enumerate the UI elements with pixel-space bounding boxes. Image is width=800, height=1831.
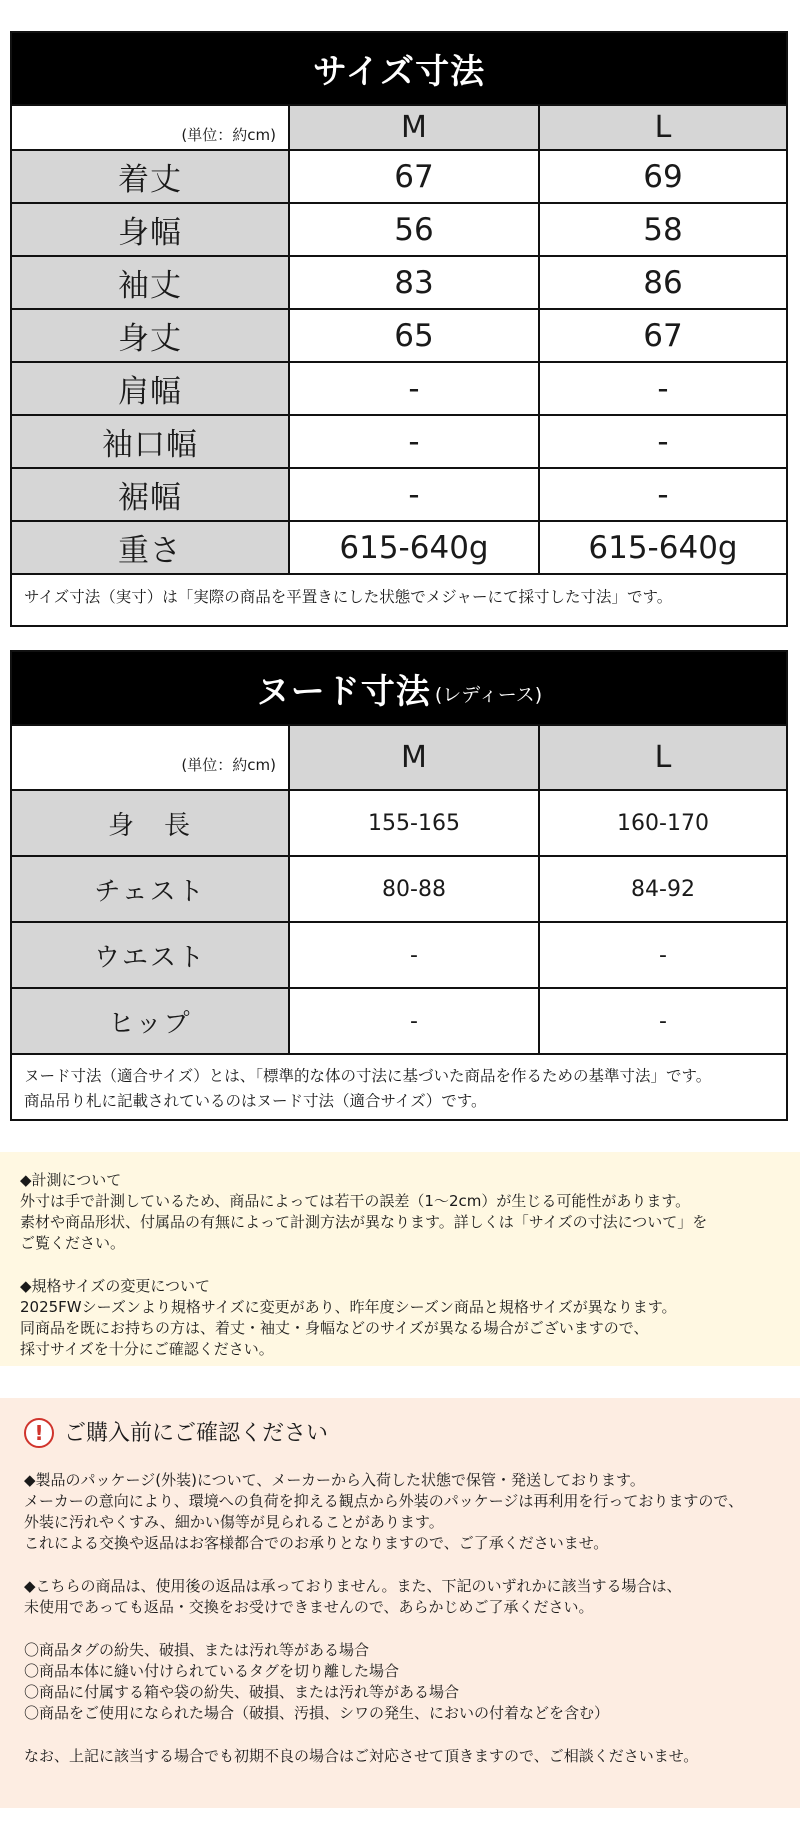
row-label: ヒップ bbox=[12, 989, 288, 1053]
value-l: 160-170 bbox=[538, 791, 786, 855]
value-l: - bbox=[538, 989, 786, 1053]
measurement-section bbox=[20, 1170, 780, 1254]
text-line: 同商品を既にお持ちの方は、着丈・袖丈・身幅などのサイズが異なる場合がございますので、 bbox=[20, 1319, 649, 1337]
nude-col-m: M bbox=[288, 726, 538, 789]
confirmation-header bbox=[24, 1418, 776, 1448]
table-row bbox=[12, 149, 786, 202]
size-table-header-row bbox=[12, 104, 786, 149]
value-m: 56 bbox=[288, 204, 538, 255]
value-l: 615-640g bbox=[538, 522, 786, 573]
text-line: ◆こちらの商品は、使用後の返品は承っておりません。また、下記のいずれかに該当する場合は、 bbox=[24, 1577, 682, 1595]
exclamation-circle-icon: ! bbox=[24, 1418, 54, 1448]
table-row bbox=[12, 855, 786, 921]
value-l: 86 bbox=[538, 257, 786, 308]
row-label: 身幅 bbox=[12, 204, 288, 255]
value-l: - bbox=[538, 363, 786, 414]
value-m: 67 bbox=[288, 151, 538, 202]
row-label: 身丈 bbox=[12, 310, 288, 361]
nude-table-unit: (単位：約cm) bbox=[181, 756, 276, 774]
value-m: 155-165 bbox=[288, 791, 538, 855]
table-row bbox=[12, 921, 786, 987]
value-m: - bbox=[288, 989, 538, 1053]
nude-table bbox=[10, 650, 788, 1121]
row-label: 袖丈 bbox=[12, 257, 288, 308]
table-row bbox=[12, 987, 786, 1053]
purchase-confirmation-box bbox=[0, 1398, 800, 1808]
nude-table-header-row bbox=[12, 724, 786, 789]
value-l: 67 bbox=[538, 310, 786, 361]
text-line: なお、上記に該当する場合でも初期不良の場合はご対応させて頂きますので、ご相談くださいませ。 bbox=[24, 1747, 699, 1765]
text-line: 未使用であっても返品・交換をお受けできませんので、あらかじめご了承ください。 bbox=[24, 1598, 594, 1616]
table-row bbox=[12, 255, 786, 308]
row-label: チェスト bbox=[12, 857, 288, 921]
list-item: 〇商品タグの紛失、破損、または汚れ等がある場合 bbox=[24, 1641, 370, 1659]
table-row bbox=[12, 520, 786, 573]
nude-table-note bbox=[12, 1053, 786, 1123]
text-line: ご覧ください。 bbox=[20, 1234, 126, 1252]
row-label: 着丈 bbox=[12, 151, 288, 202]
text-line: これによる交換や返品はお客様都合でのお承りとなりますので、ご了承くださいませ。 bbox=[24, 1534, 609, 1552]
note-line: 商品吊り札に記載されているのはヌード寸法（適合サイズ）です。 bbox=[24, 1092, 487, 1110]
table-row bbox=[12, 467, 786, 520]
text-line: ◆計測について bbox=[20, 1171, 122, 1189]
size-table-unit: (単位：約cm) bbox=[181, 126, 276, 144]
package-section bbox=[24, 1470, 776, 1554]
text-line: 外寸は手で計測しているため、商品によっては若干の誤差（1〜2cm）が生じる可能性があります。 bbox=[20, 1192, 691, 1210]
size-table-title: サイズ寸法 bbox=[312, 52, 486, 92]
conditions-list bbox=[24, 1640, 776, 1724]
nude-col-l: L bbox=[538, 726, 786, 789]
nude-table-title-bar bbox=[12, 652, 786, 724]
value-l: 58 bbox=[538, 204, 786, 255]
list-item: 〇商品本体に縫い付けられているタグを切り離した場合 bbox=[24, 1662, 400, 1680]
row-label: 袖口幅 bbox=[12, 416, 288, 467]
row-label: 重さ bbox=[12, 522, 288, 573]
row-label: 肩幅 bbox=[12, 363, 288, 414]
row-label: 裾幅 bbox=[12, 469, 288, 520]
size-col-l: L bbox=[538, 106, 786, 149]
value-m: - bbox=[288, 923, 538, 987]
note-line: ヌード寸法（適合サイズ）とは、「標準的な体の寸法に基づいた商品を作るための基準寸法」です。 bbox=[24, 1067, 712, 1085]
table-row bbox=[12, 361, 786, 414]
value-l: 69 bbox=[538, 151, 786, 202]
nude-table-title: ヌード寸法 bbox=[255, 671, 431, 712]
size-table-note: サイズ寸法（実寸）は「実際の商品を平置きにした状態でメジャーにて採寸した寸法」です。 bbox=[12, 573, 786, 617]
text-line: 素材や商品形状、付属品の有無によって計測方法が異なります。詳しくは「サイズの寸法について」を bbox=[20, 1213, 708, 1231]
text-line: ◆規格サイズの変更について bbox=[20, 1277, 211, 1295]
confirmation-title: ご購入前にご確認ください bbox=[64, 1420, 329, 1446]
value-m: 80-88 bbox=[288, 857, 538, 921]
table-row bbox=[12, 789, 786, 855]
list-item: 〇商品に付属する箱や袋の紛失、破損、または汚れ等がある場合 bbox=[24, 1683, 460, 1701]
row-label: ウエスト bbox=[12, 923, 288, 987]
table-row bbox=[12, 414, 786, 467]
value-m: - bbox=[288, 363, 538, 414]
size-change-section bbox=[20, 1276, 780, 1360]
table-row bbox=[12, 202, 786, 255]
measurement-info-box bbox=[0, 1152, 800, 1366]
size-table-title-bar bbox=[12, 33, 786, 104]
size-col-m: M bbox=[288, 106, 538, 149]
row-label: 身 長 bbox=[12, 791, 288, 855]
text-line: 採寸サイズを十分にご確認ください。 bbox=[20, 1340, 274, 1358]
defect-note-section bbox=[24, 1746, 776, 1767]
value-l: - bbox=[538, 416, 786, 467]
size-table bbox=[10, 31, 788, 627]
nude-table-subtitle: (レディース) bbox=[434, 683, 543, 706]
text-line: メーカーの意向により、環境への負荷を抑える観点から外装のパッケージは再利用を行っておりますので、 bbox=[24, 1492, 744, 1510]
return-policy-section bbox=[24, 1576, 776, 1618]
value-l: - bbox=[538, 923, 786, 987]
value-l: - bbox=[538, 469, 786, 520]
table-row bbox=[12, 308, 786, 361]
value-m: 65 bbox=[288, 310, 538, 361]
text-line: 2025FWシーズンより規格サイズに変更があり、昨年度シーズン商品と規格サイズが異なります。 bbox=[20, 1298, 677, 1316]
text-line: ◆製品のパッケージ(外装)について、メーカーから入荷した状態で保管・発送しております。 bbox=[24, 1471, 645, 1489]
value-m: 83 bbox=[288, 257, 538, 308]
value-m: - bbox=[288, 416, 538, 467]
value-l: 84-92 bbox=[538, 857, 786, 921]
value-m: - bbox=[288, 469, 538, 520]
value-m: 615-640g bbox=[288, 522, 538, 573]
list-item: 〇商品をご使用になられた場合（破損、汚損、シワの発生、においの付着などを含む） bbox=[24, 1704, 610, 1722]
text-line: 外装に汚れやくすみ、細かい傷等が見られることがあります。 bbox=[24, 1513, 444, 1531]
